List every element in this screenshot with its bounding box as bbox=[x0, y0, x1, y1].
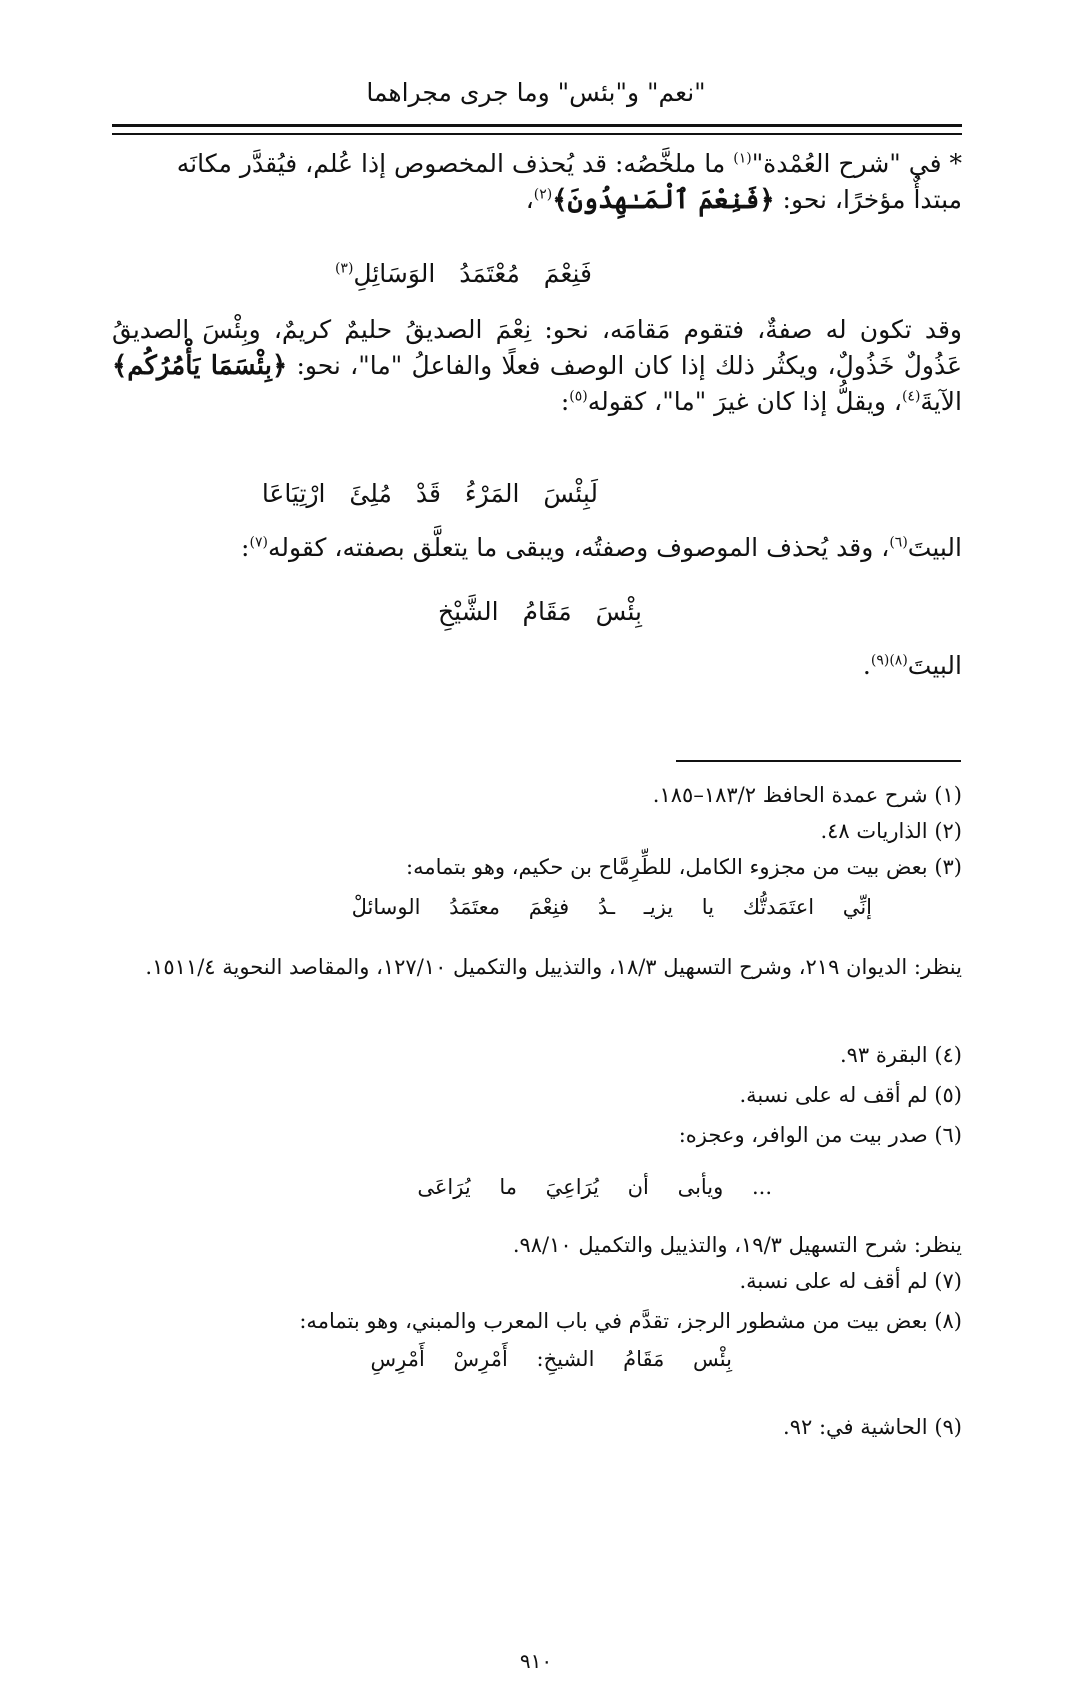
p4-part1: البيتَ bbox=[907, 651, 962, 680]
running-header: "نعم" و"بئس" وما جرى مجراهما bbox=[366, 78, 706, 107]
footnote-ref-1[interactable]: (١) bbox=[733, 150, 752, 167]
header-rule-thin bbox=[112, 133, 962, 135]
footnote-3-verse: إنِّي اعتَمَدتُّك يا يزيـ ـدُ فنِعْمَ معتَمَدُ الوسائلْ bbox=[351, 895, 872, 919]
verse-1 bbox=[335, 256, 592, 292]
footnote-1: (١) شرح عمدة الحافظ ١٨٣/٢–١٨٥. bbox=[652, 783, 962, 807]
footnote-5: (٥) لم أقف له على نسبة. bbox=[739, 1083, 962, 1107]
p1-end: ، bbox=[525, 185, 534, 214]
p1-line2: مبتدأٌ مؤخرًا، نحو: bbox=[774, 185, 962, 214]
header-rule-thick bbox=[112, 124, 962, 127]
paragraph-4 bbox=[112, 648, 962, 684]
footnote-3-ref: ينظر: الديوان ٢١٩، وشرح التسهيل ١٨/٣، والتذييل والتكميل ١٢٧/١٠، والمقاصد النحوية ١٥١١/٤. bbox=[145, 955, 962, 979]
paragraph-3 bbox=[112, 530, 962, 566]
footnote-3: (٣) بعض بيت من مجزوء الكامل، للطِّرِمَّاح بن حكيم، وهو بتمامه: bbox=[406, 855, 962, 879]
paragraph-1 bbox=[112, 146, 962, 218]
footnote-2: (٢) الذاريات ٤٨. bbox=[820, 819, 962, 843]
footnote-ref-4[interactable]: (٤) bbox=[901, 388, 921, 405]
page-number: ٩١٠ bbox=[519, 1649, 553, 1673]
footnote-8-verse: بِئْس مَقَامُ الشيخِ: أَمْرِسْ أَمْرِسِ bbox=[370, 1347, 732, 1371]
footnote-ref-3[interactable]: (٣) bbox=[334, 260, 354, 277]
footnote-6-ref: ينظر: شرح التسهيل ١٩/٣، والتذييل والتكميل ٩٨/١٠. bbox=[512, 1233, 962, 1257]
paragraph-2 bbox=[112, 312, 962, 420]
quran-quote-2: ﴿بِئْسَمَا يَأْمُرُكُم﴾ bbox=[112, 351, 288, 381]
footnote-6-verse: ... ويأبى أن يُرَاعِيَ ما يُرَاعَى bbox=[417, 1175, 772, 1199]
footnote-9: (٩) الحاشية في: ٩٢. bbox=[783, 1415, 962, 1439]
footnote-ref-2[interactable]: (٢) bbox=[533, 186, 553, 203]
p2-part2: الآيةَ bbox=[920, 387, 962, 416]
p2-part3: ، ويقلُّ إذا كان غيرَ "ما"، كقوله bbox=[587, 387, 902, 416]
p3-part1: البيتَ bbox=[907, 533, 962, 562]
verse-1-text: فَنِعْمَ مُعْتَمَدُ الوَسَائِلِ bbox=[353, 259, 592, 288]
footnote-ref-8-9[interactable]: (٨)(٩) bbox=[870, 652, 908, 669]
p4-end: . bbox=[862, 651, 871, 680]
footnote-ref-7[interactable]: (٧) bbox=[249, 534, 268, 551]
p2-end: : bbox=[560, 387, 570, 416]
p3-end: : bbox=[241, 533, 250, 562]
p3-part2: ، وقد يُحذف الموصوف وصفتُه، ويبقى ما يتعلَّق بصفته، كقوله bbox=[267, 533, 890, 562]
footnote-7: (٧) لم أقف له على نسبة. bbox=[739, 1269, 962, 1293]
verse-3: بِئْسَ مَقَامُ الشَّيْخِ bbox=[438, 597, 642, 626]
footnote-8: (٨) بعض بيت من مشطور الرجز، تقدَّم في باب المعرب والمبني، وهو بتمامه: bbox=[299, 1309, 962, 1333]
p1-line1-rest: ما ملخَّصُه: قد يُحذف المخصوص إذا عُلم، فيُقدَّر مكانَه bbox=[176, 149, 734, 178]
footnote-6: (٦) صدر بيت من الوافر، وعجزه: bbox=[678, 1123, 962, 1147]
quran-quote-1: ﴿فَنِعْمَ ٱلْمَـٰهِدُونَ﴾ bbox=[552, 185, 775, 215]
footnote-separator bbox=[676, 760, 961, 762]
footnote-ref-5[interactable]: (٥) bbox=[569, 388, 588, 405]
footnote-ref-6[interactable]: (٦) bbox=[889, 534, 908, 551]
verse-2: لَبِئْسَ المَرْءُ قَدْ مُلِئَ ارْتِيَاعَا bbox=[261, 479, 598, 508]
footnote-4: (٤) البقرة ٩٣. bbox=[839, 1043, 962, 1067]
p2-part1: وقد تكون له صفةٌ، فتقوم مَقامَه، نحو: نِعْمَ الصديقُ حليمٌ كريمٌ، وبِئْسَ الصديقُ عَذُولٌ خَذُولٌ، ويكثُر ذلك إذا كان الوصف فعلًا والفاعلُ "ما"، نحو: bbox=[112, 315, 962, 380]
p1-line1: * في "شرح العُمْدة" bbox=[751, 149, 962, 178]
